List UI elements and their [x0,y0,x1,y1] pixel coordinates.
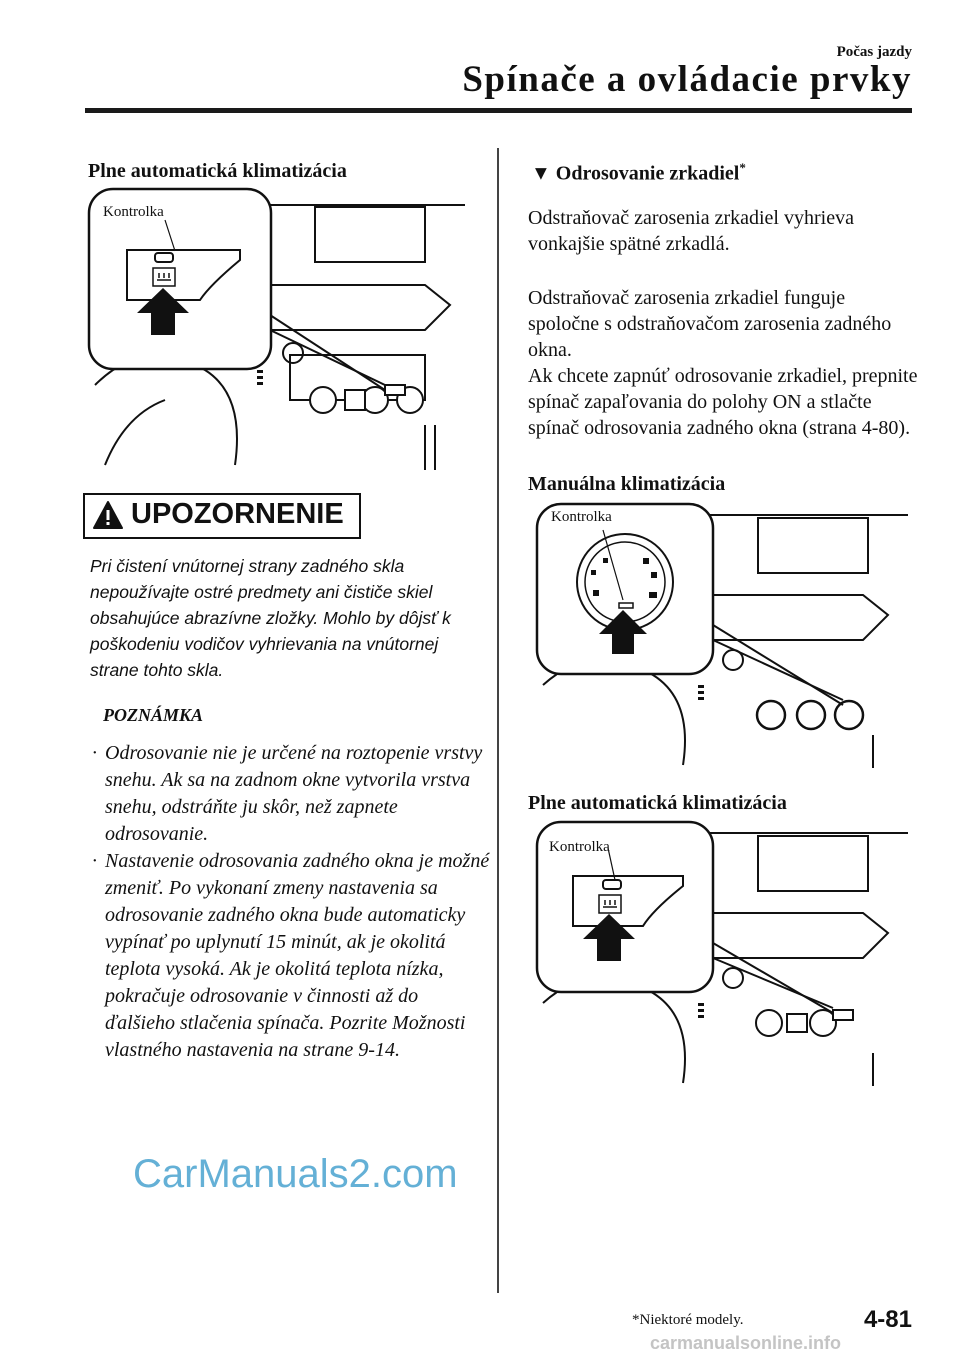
note-item-text: Odrosovanie nie je určené na roztopenie vrstvy snehu. Ak sa na zadnom okne vytvorila vrstva snehu, odstráňte ju skôr, než zapnete odrosovanie. [105,742,483,845]
note-item [92,848,493,1064]
indicator-label: Kontrolka [549,839,610,855]
column-divider [497,148,499,1293]
dashboard-illustration-auto-ac-2 [533,818,913,1088]
page-number: 4-81 [863,1306,912,1333]
warning-label: UPOZORNENIE [131,498,344,530]
heading-text: Odrosovanie zrkadiel [555,162,740,185]
paragraph-1: Odstraňovač zarosenia zrkadiel vyhrieva vonkajšie spätné zrkadlá. [528,207,854,255]
site-link[interactable]: carmanualsonline.info [650,1333,842,1353]
section-name: Počas jazdy [836,44,912,60]
figure-title-auto-ac-2: Plne automatická klimatizácia [528,792,787,814]
heading-marker-icon: ▼ [531,162,551,185]
warning-triangle-icon [92,500,124,530]
warning-text: Pri čistení vnútornej strany zadného skla nepoužívajte ostré predmety ani čističe skiel obsahujúce abrazívne zložky. Mohlo by dôjsť k poškodeniu vodičov vyhrievania na vnútornej strane tohto skla. [90,556,451,680]
heading-footnote-mark: * [739,160,746,175]
indicator-label: Kontrolka [103,204,164,220]
figure-title-auto-ac: Plne automatická klimatizácia [88,160,347,182]
bullet-icon: · [92,742,97,764]
dashboard-illustration-auto-ac [85,185,485,475]
note-item-text: Nastavenie odrosovania zadného okna je možné zmeniť. Po vykonaní zmeny nastavenia sa odrosovanie zadného okna bude automaticky vypínať po uplynutí 15 minút, ak je okolitá teplota vysoká. Ak je okolitá teplota nízka, pokračuje odrosovanie v činnosti až do ďalšieho stlačenia spínača. Pozrite Možnosti vlastného nastavenia na strane 9-14. [105,850,490,1061]
paragraph-2: Odstraňovač zarosenia zrkadiel funguje spoločne s odstraňovačom zarosenia zadného okna. Ak chcete zapnúť odrosovanie zrkadiel, prepnite spínač zapaľovania do polohy ON a stlačte spínač odrosovania zadného okna (strana 4-80). [528,287,918,439]
figure-title-manual-ac: Manuálna klimatizácia [528,473,726,495]
note-title: POZNÁMKA [103,705,204,725]
header-rule [85,108,912,113]
footnote: *Niektoré modely. [632,1312,744,1328]
page-title: Spínače a ovládacie prvky [462,59,912,100]
bullet-icon: · [92,850,97,872]
indicator-label: Kontrolka [551,509,612,525]
note-item [92,740,493,848]
dashboard-illustration-manual-ac [533,500,913,770]
watermark-text: CarManuals2.com [133,1152,458,1196]
note-list [92,740,493,1064]
section-heading [531,160,746,186]
